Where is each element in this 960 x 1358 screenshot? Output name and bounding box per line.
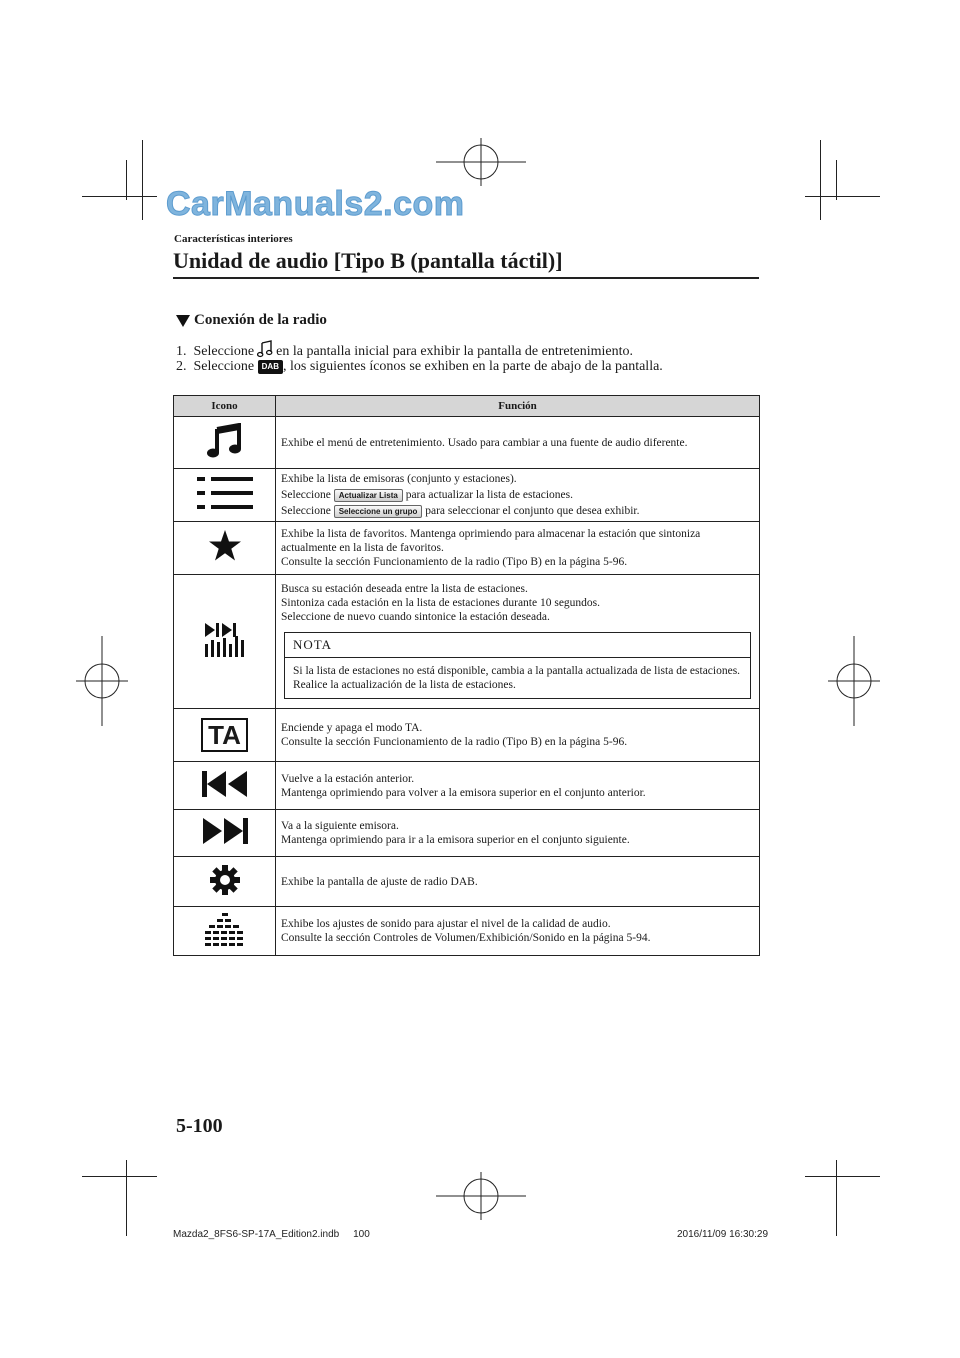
function-cell bbox=[276, 857, 760, 907]
icon-cell bbox=[174, 575, 276, 709]
function-text: Exhibe los ajustes de sonido para ajustar el nivel de la calidad de audio. bbox=[281, 918, 611, 930]
column-header-icon: Icono bbox=[174, 396, 276, 417]
function-text: Exhibe la pantalla de ajuste de radio DAB. bbox=[281, 875, 478, 888]
table-row bbox=[174, 575, 760, 709]
function-text: Seleccione bbox=[281, 505, 331, 517]
gear-icon bbox=[209, 887, 241, 899]
footer-timestamp: 2016/11/09 16:30:29 bbox=[677, 1229, 769, 1240]
function-text: Mantenga oprimiendo para ir a la emisora superior en el conjunto siguiente. bbox=[281, 834, 630, 846]
step-text: en la pantalla inicial para exhibir la pantalla de entretenimiento. bbox=[276, 343, 633, 359]
page-title: Unidad de audio [Tipo B (pantalla táctil)] bbox=[173, 248, 563, 273]
icon-cell bbox=[174, 907, 276, 956]
function-cell bbox=[276, 709, 760, 762]
icon-function-table bbox=[173, 395, 760, 956]
footer-filename: Mazda2_8FS6-SP-17A_Edition2.indb bbox=[173, 1229, 340, 1240]
icon-cell bbox=[174, 417, 276, 469]
function-text: Exhibe el menú de entretenimiento. Usado para cambiar a una fuente de audio diferente. bbox=[281, 436, 688, 449]
subheading-text: Conexión de la radio bbox=[194, 312, 327, 328]
step-number: 1. bbox=[176, 343, 187, 359]
function-text: para seleccionar el conjunto que desea exhibir. bbox=[425, 505, 640, 517]
icon-cell bbox=[174, 810, 276, 857]
note-body: Si la lista de estaciones no está disponible, cambia a la pantalla actualizada de lista de estaciones. Realice la actualización de la lista de estaciones. bbox=[293, 664, 741, 691]
seleccione-grupo-button[interactable]: Seleccione un grupo bbox=[334, 505, 423, 518]
ta-icon: TA bbox=[201, 718, 248, 752]
function-text: Seleccione de nuevo cuando sintonice la estación deseada. bbox=[281, 610, 550, 623]
equalizer-icon bbox=[205, 937, 245, 949]
music-note-icon bbox=[205, 450, 245, 462]
actualizar-lista-button[interactable]: Actualizar Lista bbox=[334, 489, 403, 502]
function-text: Vuelve a la estación anterior. bbox=[281, 772, 415, 785]
function-text: Consulte la sección Controles de Volumen/Exhibición/Sonido en la página 5-94. bbox=[281, 932, 651, 944]
icon-cell bbox=[174, 522, 276, 575]
dab-button[interactable]: DAB bbox=[258, 360, 283, 374]
function-text: Consulte la sección Funcionamiento de la radio (Tipo B) en la página 5-96. bbox=[281, 736, 628, 748]
triangle-bullet-icon bbox=[176, 315, 190, 327]
column-header-function: Función bbox=[276, 396, 760, 417]
icon-cell bbox=[174, 857, 276, 907]
step-number: 2. bbox=[176, 359, 187, 374]
list-icon bbox=[197, 502, 253, 514]
registration-mark-left bbox=[76, 636, 128, 726]
star-icon bbox=[208, 554, 242, 566]
function-text: Mantenga oprimiendo para volver a la emisora superior en el conjunto anterior. bbox=[281, 786, 646, 799]
function-cell bbox=[276, 522, 760, 575]
icon-cell bbox=[174, 469, 276, 522]
table-row bbox=[174, 810, 760, 857]
skip-next-icon bbox=[202, 835, 248, 847]
step-text: Seleccione bbox=[193, 359, 255, 374]
section-label: Características interiores bbox=[174, 233, 293, 245]
watermark-logo: CarManuals2.com bbox=[166, 185, 465, 223]
function-text: Va a la siguiente emisora. bbox=[281, 820, 399, 832]
table-header-row bbox=[174, 396, 760, 417]
scan-icon bbox=[203, 649, 247, 661]
skip-previous-icon bbox=[202, 788, 248, 800]
function-text: Consulte la sección Funcionamiento de la radio (Tipo B) en la página 5-96. bbox=[281, 556, 628, 568]
function-cell bbox=[276, 469, 760, 522]
step-text: , los siguientes íconos se exhiben en la parte de abajo de la pantalla. bbox=[282, 359, 663, 374]
registration-mark-top bbox=[436, 138, 526, 186]
footer-file bbox=[173, 1229, 370, 1240]
icon-cell bbox=[174, 762, 276, 810]
registration-mark-right bbox=[828, 636, 880, 726]
function-cell bbox=[276, 907, 760, 956]
function-text: Busca su estación deseada entre la lista de estaciones. bbox=[281, 582, 528, 595]
table-row bbox=[174, 522, 760, 575]
page-number: 5-100 bbox=[176, 1115, 223, 1137]
function-text: Exhibe la lista de emisoras (conjunto y estaciones). bbox=[281, 473, 517, 485]
registration-mark-bottom bbox=[436, 1172, 526, 1220]
subheading bbox=[176, 312, 327, 329]
function-cell bbox=[276, 417, 760, 469]
table-row bbox=[174, 907, 760, 956]
function-text: Exhibe la lista de favoritos. Mantenga oprimiendo para almacenar la estación que sintoniza actualmente en la lista de favoritos. bbox=[281, 528, 701, 554]
step-text: Seleccione bbox=[193, 343, 255, 359]
table-row bbox=[174, 762, 760, 810]
icon-cell bbox=[174, 709, 276, 762]
function-text: para actualizar la lista de estaciones. bbox=[405, 489, 574, 501]
function-text: Seleccione bbox=[281, 489, 331, 501]
function-text: Enciende y apaga el modo TA. bbox=[281, 722, 423, 734]
table-row bbox=[174, 857, 760, 907]
note-title: NOTA bbox=[285, 633, 750, 658]
function-cell bbox=[276, 762, 760, 810]
table-row bbox=[174, 417, 760, 469]
step-2 bbox=[176, 359, 663, 375]
function-text: Sintoniza cada estación en la lista de estaciones durante 10 segundos. bbox=[281, 596, 601, 609]
function-cell bbox=[276, 810, 760, 857]
function-cell bbox=[276, 575, 760, 709]
note-box bbox=[284, 632, 751, 699]
title-rule bbox=[173, 277, 759, 279]
table-row bbox=[174, 469, 760, 522]
table-row bbox=[174, 709, 760, 762]
footer-page: 100 bbox=[353, 1229, 370, 1240]
